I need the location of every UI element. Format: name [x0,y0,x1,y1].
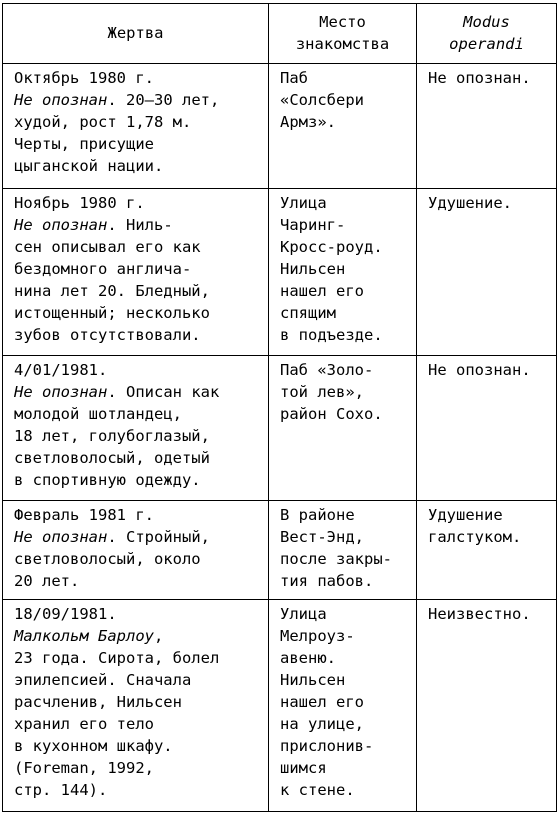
table-row [3,64,557,189]
table-row [3,600,557,812]
victim-line: Черты, присущие [14,135,154,153]
place-cell [269,189,417,356]
place-line: Паб «Золо- [280,361,374,379]
victim-line: зубов отсутствовали. [14,326,201,344]
place-line: авеню. [280,649,336,667]
victim-name: Малкольм Барлоу [14,627,154,645]
place-line: на улице, [280,715,364,733]
victim-line: истощенный; несколько [14,304,210,322]
place-line: тия пабов. [280,572,374,590]
place-line: В районе [280,506,355,524]
victim-line: светловолосый, около [14,550,201,568]
victim-cell [3,600,269,812]
victim-line: светловолосый, одетый [14,449,210,467]
place-line: «Солсбери [280,91,364,109]
header-victim-label: Жертва [107,24,164,42]
place-line: район Сохо. [280,405,383,423]
victim-line: Октябрь 1980 г. [14,69,154,87]
victim-line: хранил его тело [14,715,154,733]
method-cell [417,189,557,356]
header-method [417,4,557,64]
method-line: Удушение. [428,194,512,212]
victim-line: Ноябрь 1980 г. [14,194,145,212]
header-method-line2: operandi [449,35,524,53]
method-line: Не опознан. [428,69,531,87]
victim-line: Не опознан. 20–30 лет, [14,91,220,109]
victim-line: Малкольм Барлоу, [14,627,164,645]
victim-cell [3,356,269,501]
place-cell [269,64,417,189]
table-row [3,356,557,501]
method-line: Не опознан. [428,361,531,379]
header-place-line2: знакомства [295,35,390,53]
victim-line: 18 лет, голубоглазый, [14,427,210,445]
victims-table [2,3,557,812]
table-header-row [3,4,557,64]
victim-line: в кухонном шкафу. [14,737,173,755]
header-victim [3,4,269,64]
place-line: Нильсен [280,260,346,278]
table-row [3,501,557,600]
place-line: спящим [280,304,336,322]
place-cell [269,356,417,501]
method-cell [417,600,557,812]
victim-line: молодой шотландец, [14,405,182,423]
place-line: Мелроуз- [280,627,355,645]
victim-line: расчленив, Нильсен [14,693,182,711]
place-line: Улица [280,194,327,212]
victim-cell [3,189,269,356]
victim-line: (Foreman, 1992, [14,759,154,777]
victim-name: Не опознан [14,216,108,234]
place-line: Улица [280,605,327,623]
header-place [269,4,417,64]
place-cell [269,501,417,600]
victim-line: худой, рост 1,78 м. [14,113,192,131]
victim-line: нина лет 20. Бледный, [14,282,210,300]
victim-cell [3,64,269,189]
header-place-line1: Место [319,13,366,31]
victim-name: Не опознан [14,91,108,109]
victim-line: 4/01/1981. [14,361,108,379]
victim-line: эпилепсией. Сначала [14,671,192,689]
victim-line: Не опознан. Ниль- [14,216,173,234]
method-cell [417,64,557,189]
method-line: Неизвестно. [428,605,531,623]
victim-line: 20 лет. [14,572,80,590]
table-row [3,189,557,356]
method-cell [417,501,557,600]
place-line: к стене. [280,781,355,799]
victim-line: Не опознан. Описан как [14,383,220,401]
method-line: Удушение [428,506,503,524]
place-line: Паб [280,69,308,87]
place-line: Чаринг- [280,216,346,234]
place-cell [269,600,417,812]
victim-name: Не опознан [14,383,108,401]
place-line: Кросс-роуд. [280,238,383,256]
victim-line: 23 года. Сирота, болел [14,649,220,667]
victim-cell [3,501,269,600]
victim-line: цыганской нации. [14,157,164,175]
place-line: Нильсен [280,671,346,689]
victim-line: Февраль 1981 г. [14,506,154,524]
victim-line: 18/09/1981. [14,605,117,623]
victim-line: сен описывал его как [14,238,201,256]
victim-name: Не опознан [14,528,108,546]
method-line: галстуком. [428,528,522,546]
place-line: в подъезде. [280,326,383,344]
victim-line: стр. 144). [14,781,108,799]
victim-line: Не опознан. Стройный, [14,528,210,546]
place-line: нашел его [280,282,364,300]
place-line: Армз». [280,113,336,131]
place-line: после закры- [280,550,392,568]
place-line: той лев», [280,383,364,401]
place-line: Вест-Энд, [280,528,364,546]
place-line: нашел его [280,693,364,711]
place-line: шимся [280,759,327,777]
place-line: прислонив- [280,737,374,755]
header-method-line1: Modus [463,13,510,31]
victim-line: бездомного англича- [14,260,192,278]
method-cell [417,356,557,501]
victim-line: в спортивную одежду. [14,471,201,489]
